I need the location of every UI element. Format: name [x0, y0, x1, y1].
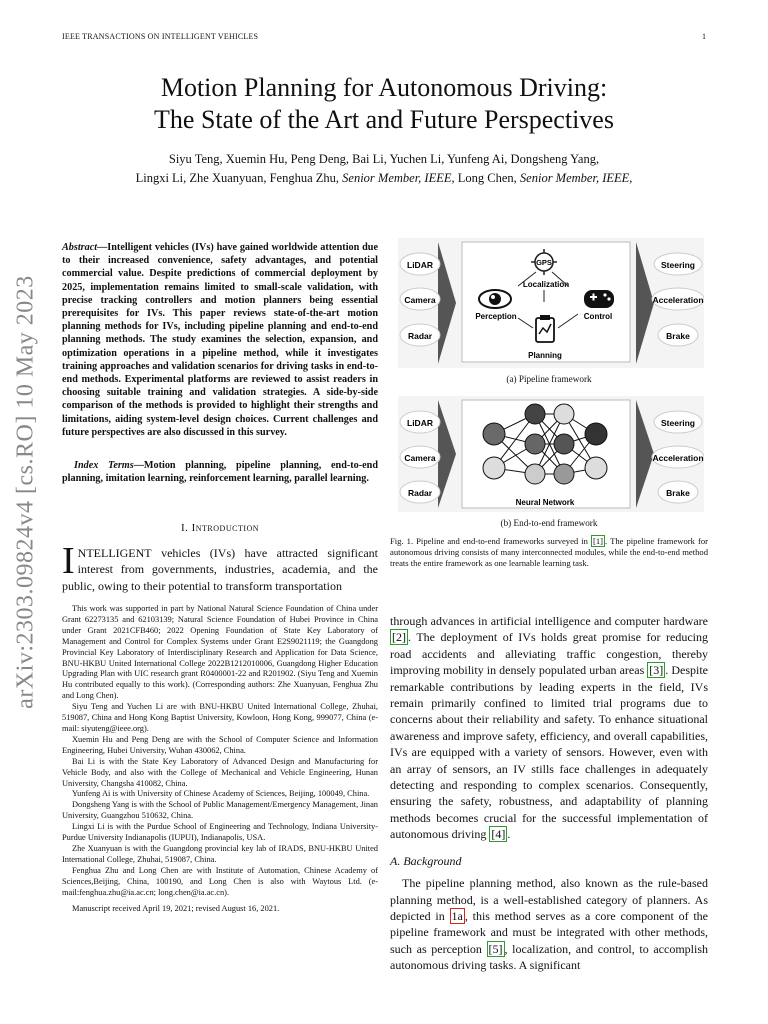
- footnote: Fenghua Zhu and Long Chen are with Institute of Automation, Chinese Academy of Sciences,Beijing, China, 100190, and Long Chen is also with Waytous Ltd. (e-mail:fenghua.zhu@ia.ac.cn; long.chen@ia.ac.cn).: [62, 865, 378, 897]
- svg-text:Camera: Camera: [404, 295, 436, 305]
- svg-text:Radar: Radar: [407, 331, 433, 341]
- intro-paragraph: INTELLIGENT vehicles (IVs) have attracted significant interest from governments, industries, academia, and the public, owing to their potential to transform transportation: [62, 540, 378, 593]
- figure-caption: Fig. 1. Pipeline and end-to-end frameworks surveyed in [1] . The pipeline framework for autonomous driving consists of many interconnected modules, while the end-to-end method treats the entire framework as one learnable learning task.: [390, 536, 708, 568]
- citation-link[interactable]: [2]: [392, 630, 406, 645]
- nn-label: Neural Network: [515, 498, 575, 507]
- svg-text:Steering: Steering: [660, 260, 696, 270]
- section-heading: I. Introduction: [180, 522, 260, 534]
- text-run: , localization, and control, to accomplish autonomous driving tasks. A significant: [390, 941, 708, 973]
- manuscript-note: Manuscript received April 19, 2021; revised August 16, 2021.: [72, 904, 280, 914]
- localization-label: Localization: [522, 280, 570, 289]
- end-to-end-framework-figure: [398, 396, 704, 512]
- citation-link[interactable]: [5]: [488, 941, 503, 956]
- text-run: through advances in artificial intelligence and computer hardware: [390, 614, 708, 628]
- running-header: IEEE TRANSACTIONS ON INTELLIGENT VEHICLES: [62, 32, 259, 41]
- footnote: Yunfeng Ai is with University of Chinese Academy of Sciences, Beijing, 100049, China.: [72, 789, 370, 799]
- footnote: Siyu Teng and Yuchen Li are with BNU-HKBU United International College, Zhuhai, 519087, China and Hong Kong Baptist University, Kowloon, Hong Kong, 999077, China (e-mail: siyuteng@ieee.org).: [62, 702, 378, 733]
- footnote: Dongsheng Yang is with the School of Public Management/Emergency Management, Jinan University, Guangzhou 510632, China.: [62, 800, 378, 821]
- output-acceleration: [652, 446, 704, 468]
- output-steering: [654, 411, 702, 433]
- svg-text:GPS: GPS: [536, 258, 552, 267]
- text-run: . Despite remarkable contributions by leading experts in the field, IVs remain primarily confined to limited trial programs due to concerns about their reliability and safety. To enhance situational awareness and improve safety, efficiency, and overall capabilities, IVs are equipped with a variety of sensors. However, even with an array of sensors, an IV stills face challenges in adequately detecting and responding to complex scenarios. Consequently, ensuring the safety, robustness, and adaptability of planning methods becomes crucial for the successful implementation of autonomous driving: [390, 663, 709, 842]
- paper-title: Motion Planning for Autonomous Driving: The State of the Art and Future Perspectives: [154, 73, 614, 134]
- subfigure-caption-a: (a) Pipeline framework: [506, 374, 592, 384]
- svg-text:Steering: Steering: [660, 418, 696, 428]
- footnotes: [62, 604, 378, 915]
- subfigure-caption-b: (b) End-to-end framework: [500, 518, 598, 528]
- citation-link[interactable]: [1]: [593, 536, 604, 546]
- subsection-heading: A. Background: [390, 853, 462, 868]
- text-run: .: [507, 827, 511, 842]
- footnote: Xuemin Hu and Peng Deng are with the School of Computer Science and Information Engineering, Hubei University, Wuhan 430062, China.: [62, 734, 378, 755]
- text-run: . The deployment of IVs holds great promise for reducing road accidents and alleviating traffic congestion, thereby improving mobility in densely populated urban areas: [390, 630, 708, 678]
- svg-text:LiDAR: LiDAR: [407, 260, 433, 270]
- sensor-camera: [400, 446, 440, 468]
- output-brake: [658, 481, 698, 503]
- sensor-lidar: [400, 411, 440, 433]
- svg-text:Perception: Perception: [475, 312, 517, 321]
- footnote: Zhe Xuanyuan is with the Guangdong provincial key lab of IRADS, BNU-HKBU United International College, Zhuhai, 519087, China.: [62, 843, 378, 864]
- svg-text:LiDAR: LiDAR: [407, 418, 433, 428]
- figure-ref-link[interactable]: 1a: [451, 908, 463, 923]
- body-paragraph: [390, 613, 708, 843]
- svg-text:Brake: Brake: [666, 488, 690, 498]
- eye-icon: [479, 290, 511, 308]
- footnote: Bai Li is with the State Key Laboratory of Advanced Design and Manufacturing for Vehicle Body, and also with the College of Mechanical and Vehicle Engineering, Hunan University, Changsha 410082, China.: [62, 756, 378, 788]
- citation-link[interactable]: [4]: [491, 827, 506, 842]
- index-terms: Index Terms—Motion planning, pipeline planning, end-to-end planning, imitation learning, reinforcement learning, parallel learning.: [62, 460, 378, 485]
- pipeline-framework-figure: [398, 238, 704, 368]
- sensor-radar: [400, 481, 440, 503]
- svg-text:Planning: Planning: [528, 351, 562, 360]
- sensor-camera: [400, 288, 440, 310]
- body-paragraph: [390, 875, 708, 973]
- gamepad-icon: [584, 290, 614, 308]
- svg-text:Acceleration: Acceleration: [652, 295, 704, 305]
- svg-text:Camera: Camera: [404, 453, 436, 463]
- svg-text:Acceleration: Acceleration: [652, 453, 704, 463]
- svg-text:Brake: Brake: [666, 331, 690, 341]
- footnote: This work was supported in part by National Natural Science Foundation of China under Grant 62273135 and 62103139; Natural Science Foundation of Hubei Province in China under Grant 2021CFB460; 2022 Opening Foundation of State Key Laboratory of Management and Control for Complex Systems under Grant E2S9021119; the Guangdong Provincial Key Laboratory of Interdisciplinary Research and Application for Data Science, BNU-HKBU United International College 2022B1212010006, Guangdong Higher Education Upgrading Plan with UIC research grant R0400001-22 and R201902. (Siyu Teng and Xuemin Hu contributed equally to this work). (Corresponding authors: Zhe Xuanyuan, Fenghua Zhu and Long Chen).: [62, 604, 378, 701]
- author-list: Siyu Teng, Xuemin Hu, Peng Deng, Bai Li, Yuchen Li, Yunfeng Ai, Dongsheng Yang, Lingxi Li, Zhe Xuanyuan, Fenghua Zhu, Senior Member, IEEE, Long Chen, Senior Member, IEEE,: [135, 152, 633, 185]
- sensor-lidar: [400, 253, 440, 275]
- sensor-radar: [400, 324, 440, 346]
- output-steering: [654, 253, 702, 275]
- citation-link[interactable]: [3]: [649, 663, 664, 678]
- text-run: The pipeline planning method, also known as the rule-based planning method, is a well-established category of planners. As depicted in: [390, 876, 708, 923]
- abstract: Abstract—Intelligent vehicles (IVs) have gained worldwide attention due to their increased convenience, safety advantages, and potential commercial value. Despite predictions of commercial deployment by 2025, implementation remains limited to small-scale validation, with precise tracking controllers and motion planners being essential prerequisites for IVs. This paper reviews state-of-the-art motion planning methods for IVs, including pipeline planning and end-to-end planning methods. The study examines the selection, expansion, and optimization operations in a pipeline method, while it investigates training approaches and validation scenarios for driving tasks in end-to-end methods. Experimental platforms are reviewed to assist readers in choosing suitable training and validation strategies. A side-by-side comparison of the methods is provided to highlight their strengths and limitations, aiding system-level design choices. Current challenges and future perspectives are also discussed in this survey.: [62, 242, 378, 438]
- arxiv-stamp: arXiv:2303.09824v4 [cs.RO] 10 May 2023: [12, 275, 39, 709]
- svg-text:Radar: Radar: [407, 488, 433, 498]
- neural-network-box: [462, 400, 630, 508]
- right-column-body: [390, 613, 708, 974]
- footnote: Lingxi Li is with the Purdue School of Engineering and Technology, Indiana University-Purdue University Indianapolis (IUPUI), Indianapolis, USA.: [62, 822, 378, 843]
- text-run: , this method serves as a core component of the pipeline framework and must be integrated with other methods, such as perception: [390, 908, 708, 956]
- output-acceleration: [652, 288, 704, 310]
- planning-icon: [536, 315, 554, 342]
- page-number: 1: [702, 32, 707, 41]
- svg-text:Control: Control: [583, 312, 613, 321]
- output-brake: [658, 324, 698, 346]
